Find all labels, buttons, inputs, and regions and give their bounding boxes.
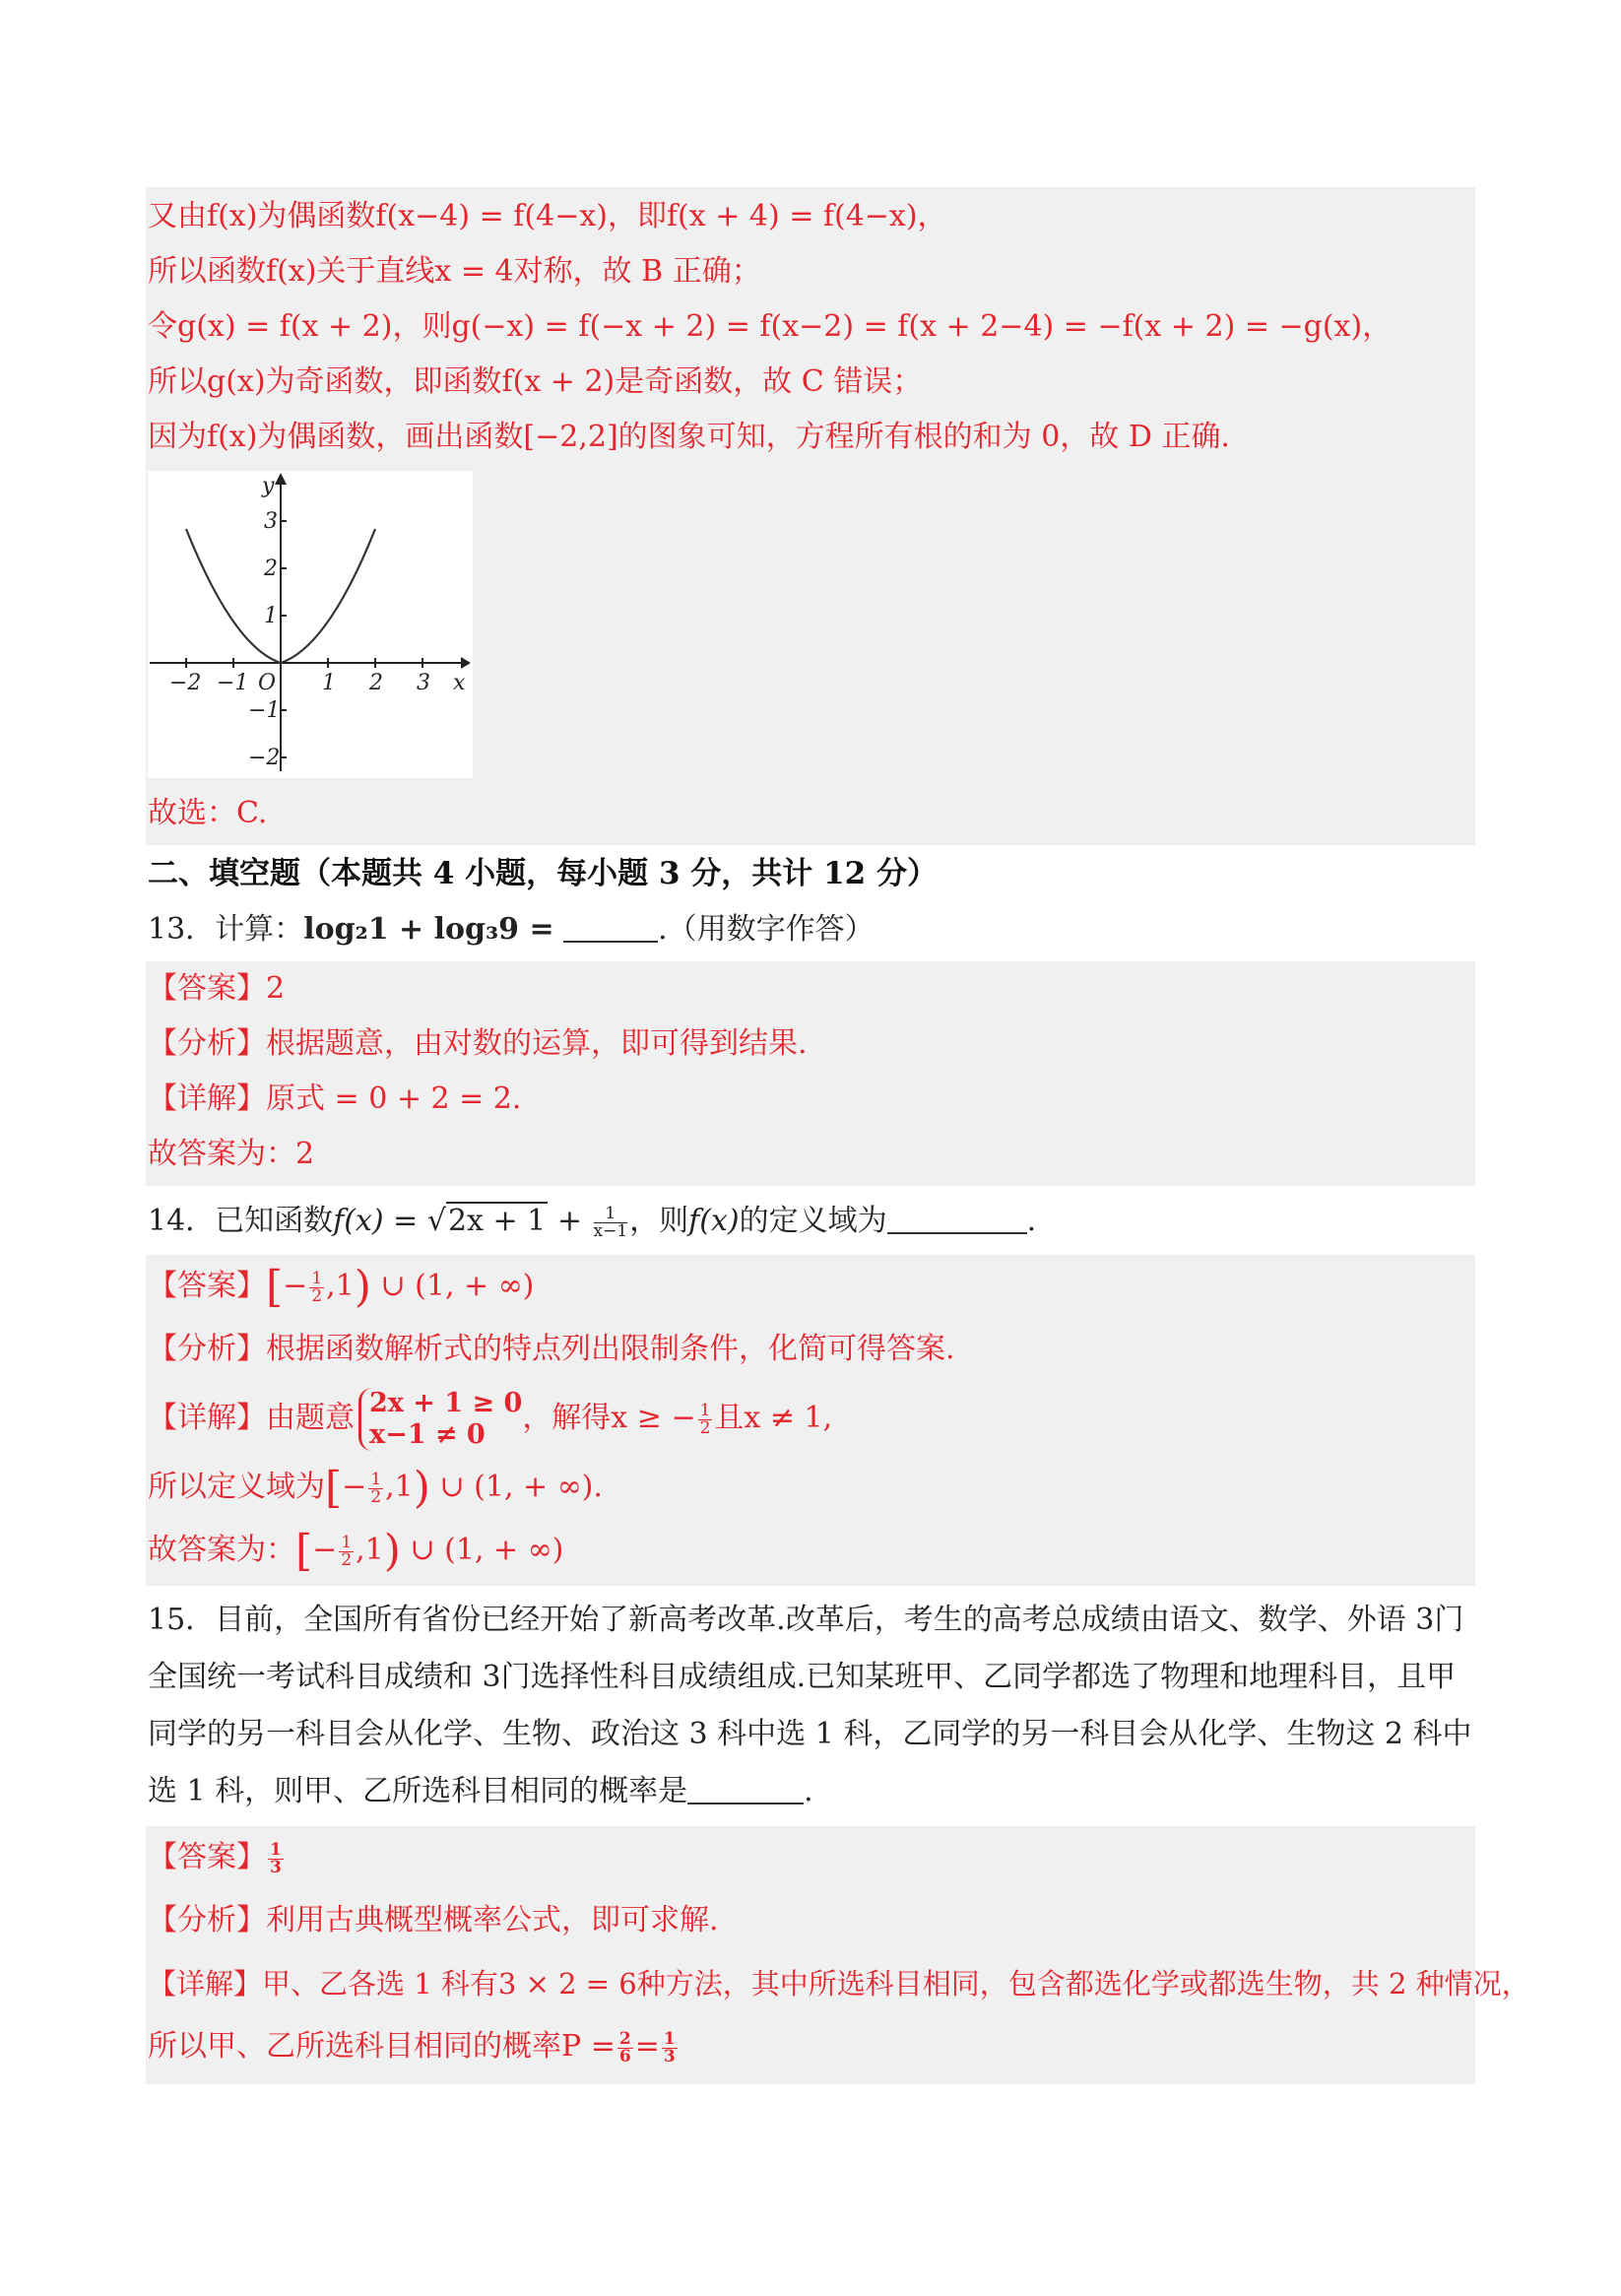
y-axis-label: y: [262, 474, 275, 498]
analysis-text: 根据函数解析式的特点列出限制条件，化简可得答案.: [266, 1332, 955, 1366]
question-14: 14．已知函数f(x) = √2x + 1 + $\frac{1}{x-1}$ ，则f(x)的定义域为 .: [148, 1203, 1037, 1241]
inequality-system: 2x + 1 ≥ 0 x−1 ≠ 0: [358, 1388, 522, 1451]
tick-label-x-2: 2: [369, 671, 383, 695]
origin-label: O: [258, 671, 277, 695]
domain-line: 所以定义域为[− $\frac{1}{2}$ ,1) ∪ (1, + ∞).: [148, 1463, 603, 1513]
solution-block-12: [146, 187, 1475, 845]
answer-blank: [687, 1773, 804, 1804]
document-page: [146, 187, 1530, 2084]
answer-union: ∪ (1, + ∞): [380, 1269, 535, 1303]
tick-label-y-2: 2: [264, 557, 278, 581]
analysis-text: 根据题意，由对数的运算，即可得到结果.: [266, 1026, 808, 1061]
solution-line: 因为f(x)为偶函数，画出函数[−2,2]的图象可知，方程所有根的和为 0，故 D 正确.: [148, 420, 1230, 454]
analysis-label: 【分析】: [148, 1026, 266, 1061]
answer-line: 【答案】[− $\frac{1}{2}$ ,1) ∪ (1, + ∞): [148, 1262, 535, 1312]
q13-stem-b: .（用数字作答）: [658, 912, 875, 947]
q14-stem-c: 的定义域为: [739, 1204, 887, 1238]
tick-label-x-neg2: −2: [169, 671, 202, 695]
section-title: 二、填空题（本题共 4 小题，每小题 3 分，共计 12 分）: [148, 856, 939, 891]
detail-label: 【详解】: [148, 1401, 266, 1435]
x-axis-label: x: [453, 671, 466, 695]
solution-line: 令g(x) = f(x + 2)，则g(−x) = f(−x + 2) = f(x−2) = f(x + 2−4) = −f(x + 2) = −g(x)，: [148, 309, 1393, 344]
q14-stem-d: .: [1026, 1204, 1037, 1238]
answer-label: 【答案】: [148, 971, 266, 1006]
half-fraction: $\frac{1}{2}$: [311, 1268, 323, 1306]
q13-stem-a: 13．计算：: [148, 912, 304, 947]
answer-blank: [563, 911, 658, 943]
solution-line: 又由f(x)为偶函数f(x−4) = f(4−x)，即f(x + 4) = f(4−x)，: [148, 199, 947, 233]
answer-blank: [887, 1203, 1027, 1234]
function-graph: [148, 471, 473, 778]
detail-label: 【详解】: [148, 1082, 266, 1116]
tick-label-y-3: 3: [264, 509, 278, 534]
q13-expr: log₂1 + log₃9 =: [303, 912, 554, 947]
probability-line: 所以甲、乙所选科目相同的概率P = $\frac{2}{6}$ = $\frac{1}{3}$: [148, 2028, 676, 2066]
question-13: [146, 902, 1475, 957]
tick-label-x-neg1: −1: [217, 671, 249, 695]
tick-label-y-1: 1: [264, 604, 278, 628]
final-answer: 故答案为：[− $\frac{1}{2}$ ,1) ∪ (1, + ∞): [148, 1526, 564, 1576]
solution-line: 所以g(x)为奇函数，即函数f(x + 2)是奇函数，故 C 错误；: [148, 364, 923, 399]
solution-line: 所以函数f(x)关于直线x = 4对称，故 B 正确；: [148, 254, 761, 289]
analysis-label: 【分析】: [148, 1332, 266, 1366]
answer-block-13: [146, 961, 1475, 1186]
answer-label: 【答案】: [148, 1269, 266, 1303]
question-15: 15．目前，全国所有省份已经开始了新高考改革.改革后，考生的高考总成绩由语文、数学、外语 3门全国统一考试科目成绩和 3门选择性科目成绩组成.已知某班甲、乙同学都选了物理和地理科目，且甲同学的另一科目会从化学、生物、政治这 3 科中选 1 科，乙同学的另一科目会从化学、生物这 2 科中选 1 科，则甲、乙所选科目相同的概率是 .: [148, 1603, 1472, 1808]
tick-label-y-neg2: −2: [248, 746, 281, 770]
detail-text: 原式 = 0 + 2 = 2.: [266, 1082, 522, 1116]
q14-stem-a: 14．已知函数: [148, 1204, 334, 1238]
tick-label-x-3: 3: [417, 671, 430, 695]
final-answer: 故答案为：2: [148, 1137, 315, 1171]
detail-text: 甲、乙各选 1 科有3 × 2 = 6种方法，其中所选科目相同，包含都选化学或都选生物，共 2 种情况，: [262, 1967, 1530, 2001]
q15-stem: 15．目前，全国所有省份已经开始了新高考改革.改革后，考生的高考总成绩由语文、数学、外语 3门全国统一考试科目成绩和 3门选择性科目成绩组成.已知某班甲、乙同学都选了物理和地理科目，且甲同学的另一科目会从化学、生物、政治这 3 科中选 1 科，乙同学的另一科目会从化学、生物这 2 科中选 1 科，则甲、乙所选科目相同的概率是: [148, 1603, 1472, 1808]
answer-value: 2: [266, 971, 286, 1006]
q14-plus: +: [556, 1204, 582, 1238]
answer-block-15: [146, 1826, 1530, 2084]
tick-label-y-neg1: −1: [248, 698, 281, 723]
detail-label: 【详解】: [148, 1967, 263, 2001]
q14-stem-b: ，则: [629, 1204, 689, 1238]
analysis-label: 【分析】: [148, 1903, 266, 1937]
answer-block-14: 【答案】[− $\frac{1}{2}$ ,1) ∪ (1, + ∞) 【分析】根据函数解析式的特点列出限制条件，化简可得答案. 【详解】由题意 2x + 1 ≥ 0 x−1 ≠ 0 ，解得x ≥ − $\frac{1}{2}$ 且x ≠ 1, 所以定义域为[− $\frac{1}{2}$ ,1) ∪ (1, + ∞). 故答案为：[− $\frac{1}{2}$ ,1) ∪ (1, + ∞): [146, 1255, 1475, 1586]
q14-fx: f(x) =: [333, 1204, 419, 1238]
q14-fraction: $\frac{1}{x-1}$: [593, 1203, 628, 1241]
answer-fraction: $\frac{1}{3}$: [270, 1839, 282, 1877]
analysis-text: 利用古典概型概率公式，即可求解.: [266, 1903, 719, 1937]
q14-sqrt: 2x + 1: [447, 1204, 547, 1238]
q14-fx2: f(x): [688, 1204, 740, 1238]
tick-label-x-1: 1: [322, 671, 336, 695]
choice-line: 故选：C.: [148, 796, 268, 830]
answer-label: 【答案】: [148, 1840, 266, 1874]
